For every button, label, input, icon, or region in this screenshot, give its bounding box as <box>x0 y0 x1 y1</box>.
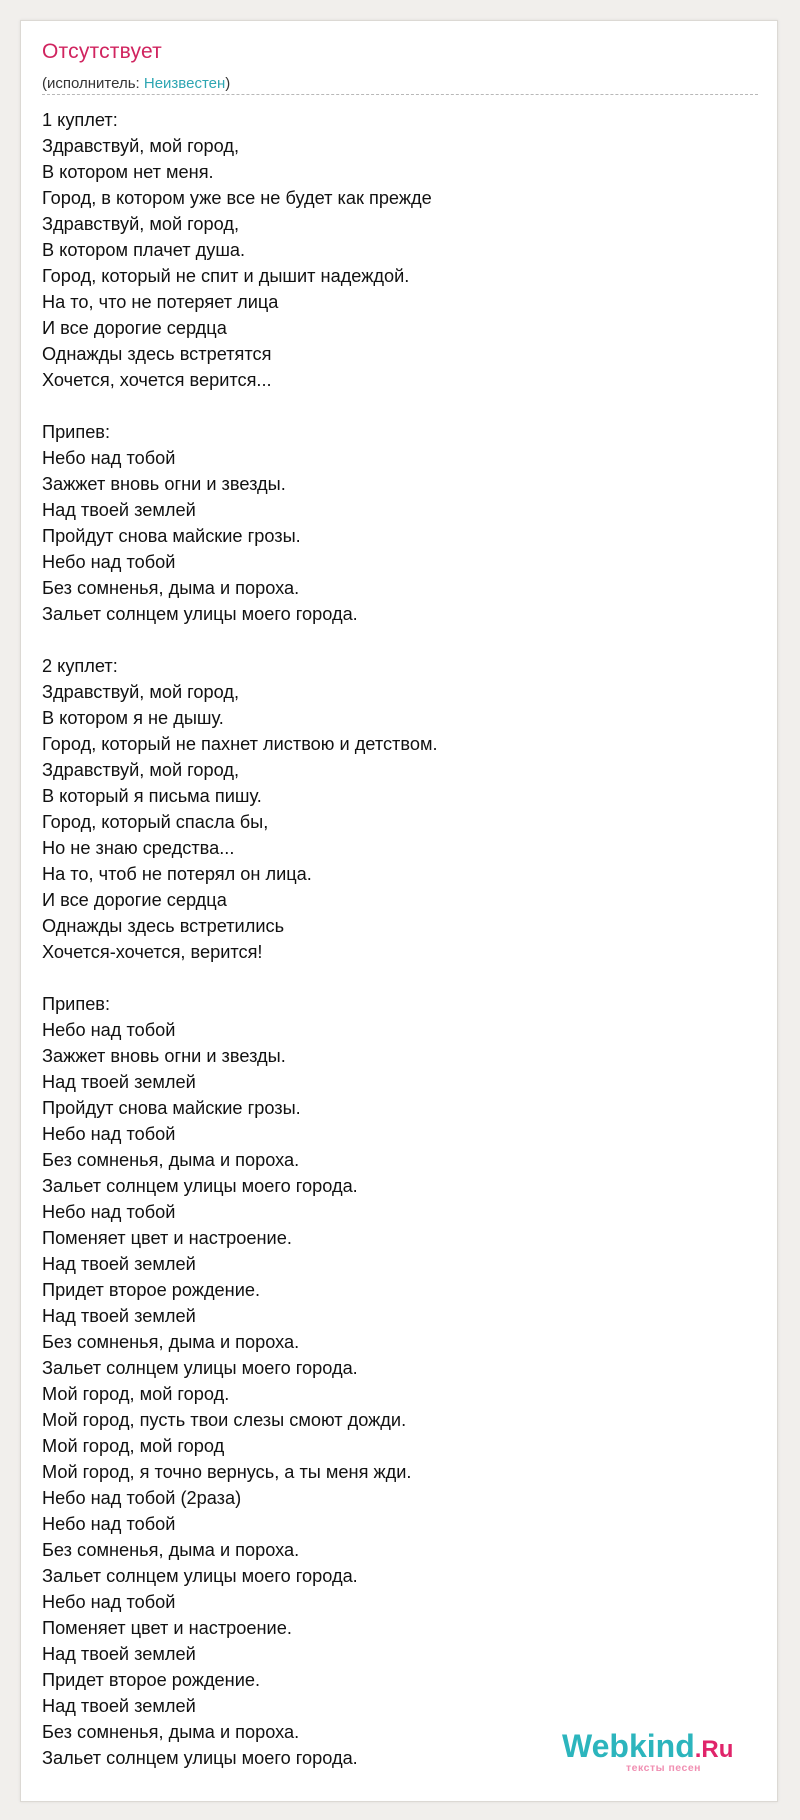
logo-brand: Webkind <box>562 1728 695 1764</box>
lyrics-text: 1 куплет: Здравствуй, мой город, В котором нет меня. Город, в котором уже все не будет как прежде Здравствуй, мой город, В котором плачет душа. Город, который не спит и дышит надеждой. На то, что не потеряет лица И все дорогие сердца Однажды здесь встретятся Хочется, хочется верится... Припев: Небо над тобой Зажжет вновь огни и звезды. Над твоей землей Пройдут снова майские грозы. Небо над тобой Без сомненья, дыма и пороха. Зальет солнцем улицы моего города. 2 куплет: Здравствуй, мой город, В котором я не дышу. Город, который не пахнет листвою и детством. Здравствуй, мой город, В который я письма пишу. Город, который спасла бы, Но не знаю средства... На то, чтоб не потерял он лица. И все дорогие сердца Однажды здесь встретились Хочется-хочется, верится! Припев: Небо над тобой Зажжет вновь огни и звезды. Над твоей землей Пройдут снова майские грозы. Небо над тобой Без сомненья, дыма и пороха. Зальет солнцем улицы моего города. Небо над тобой Поменяет цвет и настроение. Над твоей землей Придет второе рождение. Над твоей землей Без сомненья, дыма и пороха. Зальет солнцем улицы моего города. Мой город, мой город. Мой город, пусть твои слезы смоют дожди. Мой город, мой город Мой город, я точно вернусь, а ты меня жди. Небо над тобой (2раза) Небо над тобой Без сомненья, дыма и пороха. Зальет солнцем улицы моего города. Небо над тобой Поменяет цвет и настроение. Над твоей землей Придет второе рождение. Над твоей землей Без сомненья, дыма и пороха. Зальет солнцем улицы моего города. <box>42 110 438 1768</box>
artist-prefix: (исполнитель: <box>42 75 144 92</box>
artist-suffix: ) <box>225 75 231 92</box>
logo-wordmark <box>562 1730 733 1762</box>
webkind-logo[interactable] <box>562 1730 762 1778</box>
song-title: Отсутствует <box>42 40 162 63</box>
artist-line <box>42 75 230 93</box>
logo-tld: .Ru <box>694 1736 734 1763</box>
dashed-divider <box>42 94 758 95</box>
lyrics-card <box>20 20 778 1802</box>
artist-link[interactable]: Неизвестен <box>143 75 226 92</box>
logo-tagline: тексты песен <box>626 1762 702 1774</box>
